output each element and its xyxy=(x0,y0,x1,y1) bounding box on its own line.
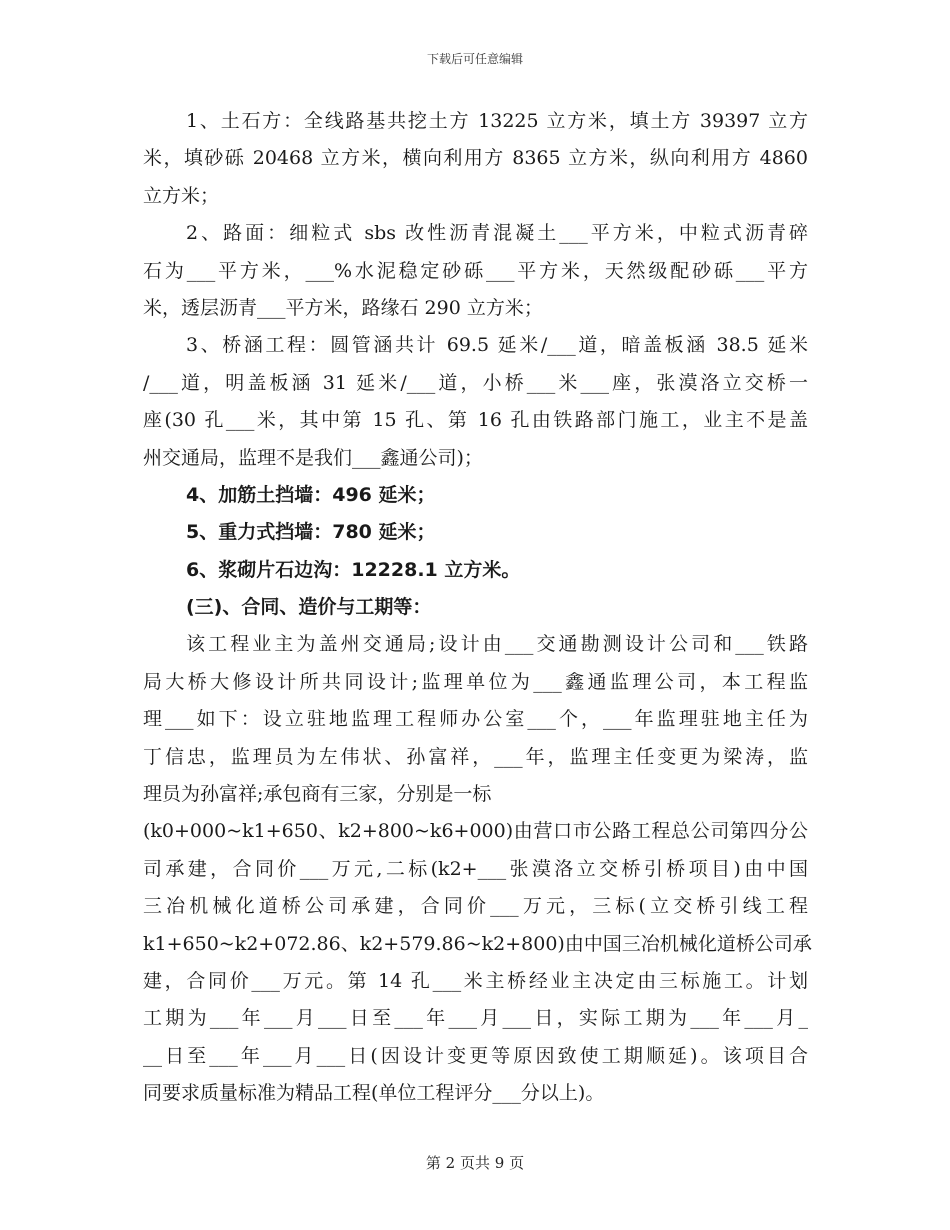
paragraph-line: 丁信忠，监理员为左伟状、孙富祥，___年，监理主任变更为梁涛，监 xyxy=(143,745,808,768)
page-footer: 第 2 页共 9 页 xyxy=(425,1154,525,1172)
paragraph-line: 司承建，合同价___万元,二标(k2+___张漠洛立交桥引桥项目)由中国 xyxy=(143,857,808,880)
paragraph-line: __日至___年___月___日(因设计变更等原因致使工期顺延)。该项目合 xyxy=(143,1044,808,1067)
paragraph-line: 同要求质量标准为精品工程(单位工程评分___分以上)。 xyxy=(143,1082,605,1105)
paragraph-line: 立方米； xyxy=(143,184,220,207)
paragraph-line: 理___如下：设立驻地监理工程师办公室___个，___年监理驻地主任为 xyxy=(143,708,808,731)
paragraph-line: k1+650~k2+072.86、k2+579.86~k2+800)由中国三冶机械化道桥公司承 xyxy=(143,932,812,955)
paragraph-line: (k0+000~k1+650、k2+800~k6+000)由营口市公路工程总公司第四分公 xyxy=(143,820,808,843)
paragraph-line: 三冶机械化道桥公司承建，合同价___万元，三标(立交桥引线工程 xyxy=(143,895,808,918)
paragraph-line: /___道，明盖板涵 31 延米/___道，小桥___米___座，张漠洛立交桥一 xyxy=(143,371,808,394)
paragraph-line: 工期为___年___月___日至___年___月___日，实际工期为___年___月_ xyxy=(143,1007,808,1030)
paragraph-line: 3、桥涵工程：圆管涵共计 69.5 延米/___道，暗盖板涵 38.5 延米 xyxy=(186,334,808,357)
paragraph-line: 建，合同价___万元。第 14 孔___米主桥经业主决定由三标施工。计划 xyxy=(143,969,808,992)
paragraph-line: 2、路面：细粒式 sbs 改性沥青混凝土___平方米，中粒式沥青碎 xyxy=(186,222,808,245)
paragraph-line: 局大桥大修设计所共同设计;监理单位为___鑫通监理公司，本工程监 xyxy=(143,670,808,693)
paragraph-line: 理员为孙富祥;承包商有三家，分别是一标 xyxy=(143,783,492,806)
page-header: 下载后可任意编辑 xyxy=(426,52,523,66)
section-item: 6、浆砌片石边沟：12228.1 立方米。 xyxy=(186,558,521,581)
document-body xyxy=(143,103,812,1113)
paragraph-line: 米，填砂砾 20468 立方米，横向利用方 8365 立方米，纵向利用方 4860 xyxy=(143,147,808,170)
section-item: 5、重力式挡墙：780 延米； xyxy=(186,521,436,544)
paragraph-line: 州交通局，监理不是我们___鑫通公司)； xyxy=(143,446,483,469)
paragraph-line: 座(30 孔___米，其中第 15 孔、第 16 孔由铁路部门施工，业主不是盖 xyxy=(143,409,808,432)
paragraph-line: 该工程业主为盖州交通局;设计由___交通勘测设计公司和___铁路 xyxy=(186,633,808,656)
paragraph-line: 1、土石方：全线路基共挖土方 13225 立方米，填土方 39397 立方 xyxy=(186,110,808,132)
section-heading: (三)、合同、造价与工期等： xyxy=(186,596,432,619)
paragraph-line: 石为___平方米，___%水泥稳定砂砾___平方米，天然级配砂砾___平方 xyxy=(143,259,808,282)
section-item: 4、加筋土挡墙：496 延米； xyxy=(186,483,436,506)
paragraph-line: 米，透层沥青___平方米，路缘石 290 立方米； xyxy=(143,296,543,319)
